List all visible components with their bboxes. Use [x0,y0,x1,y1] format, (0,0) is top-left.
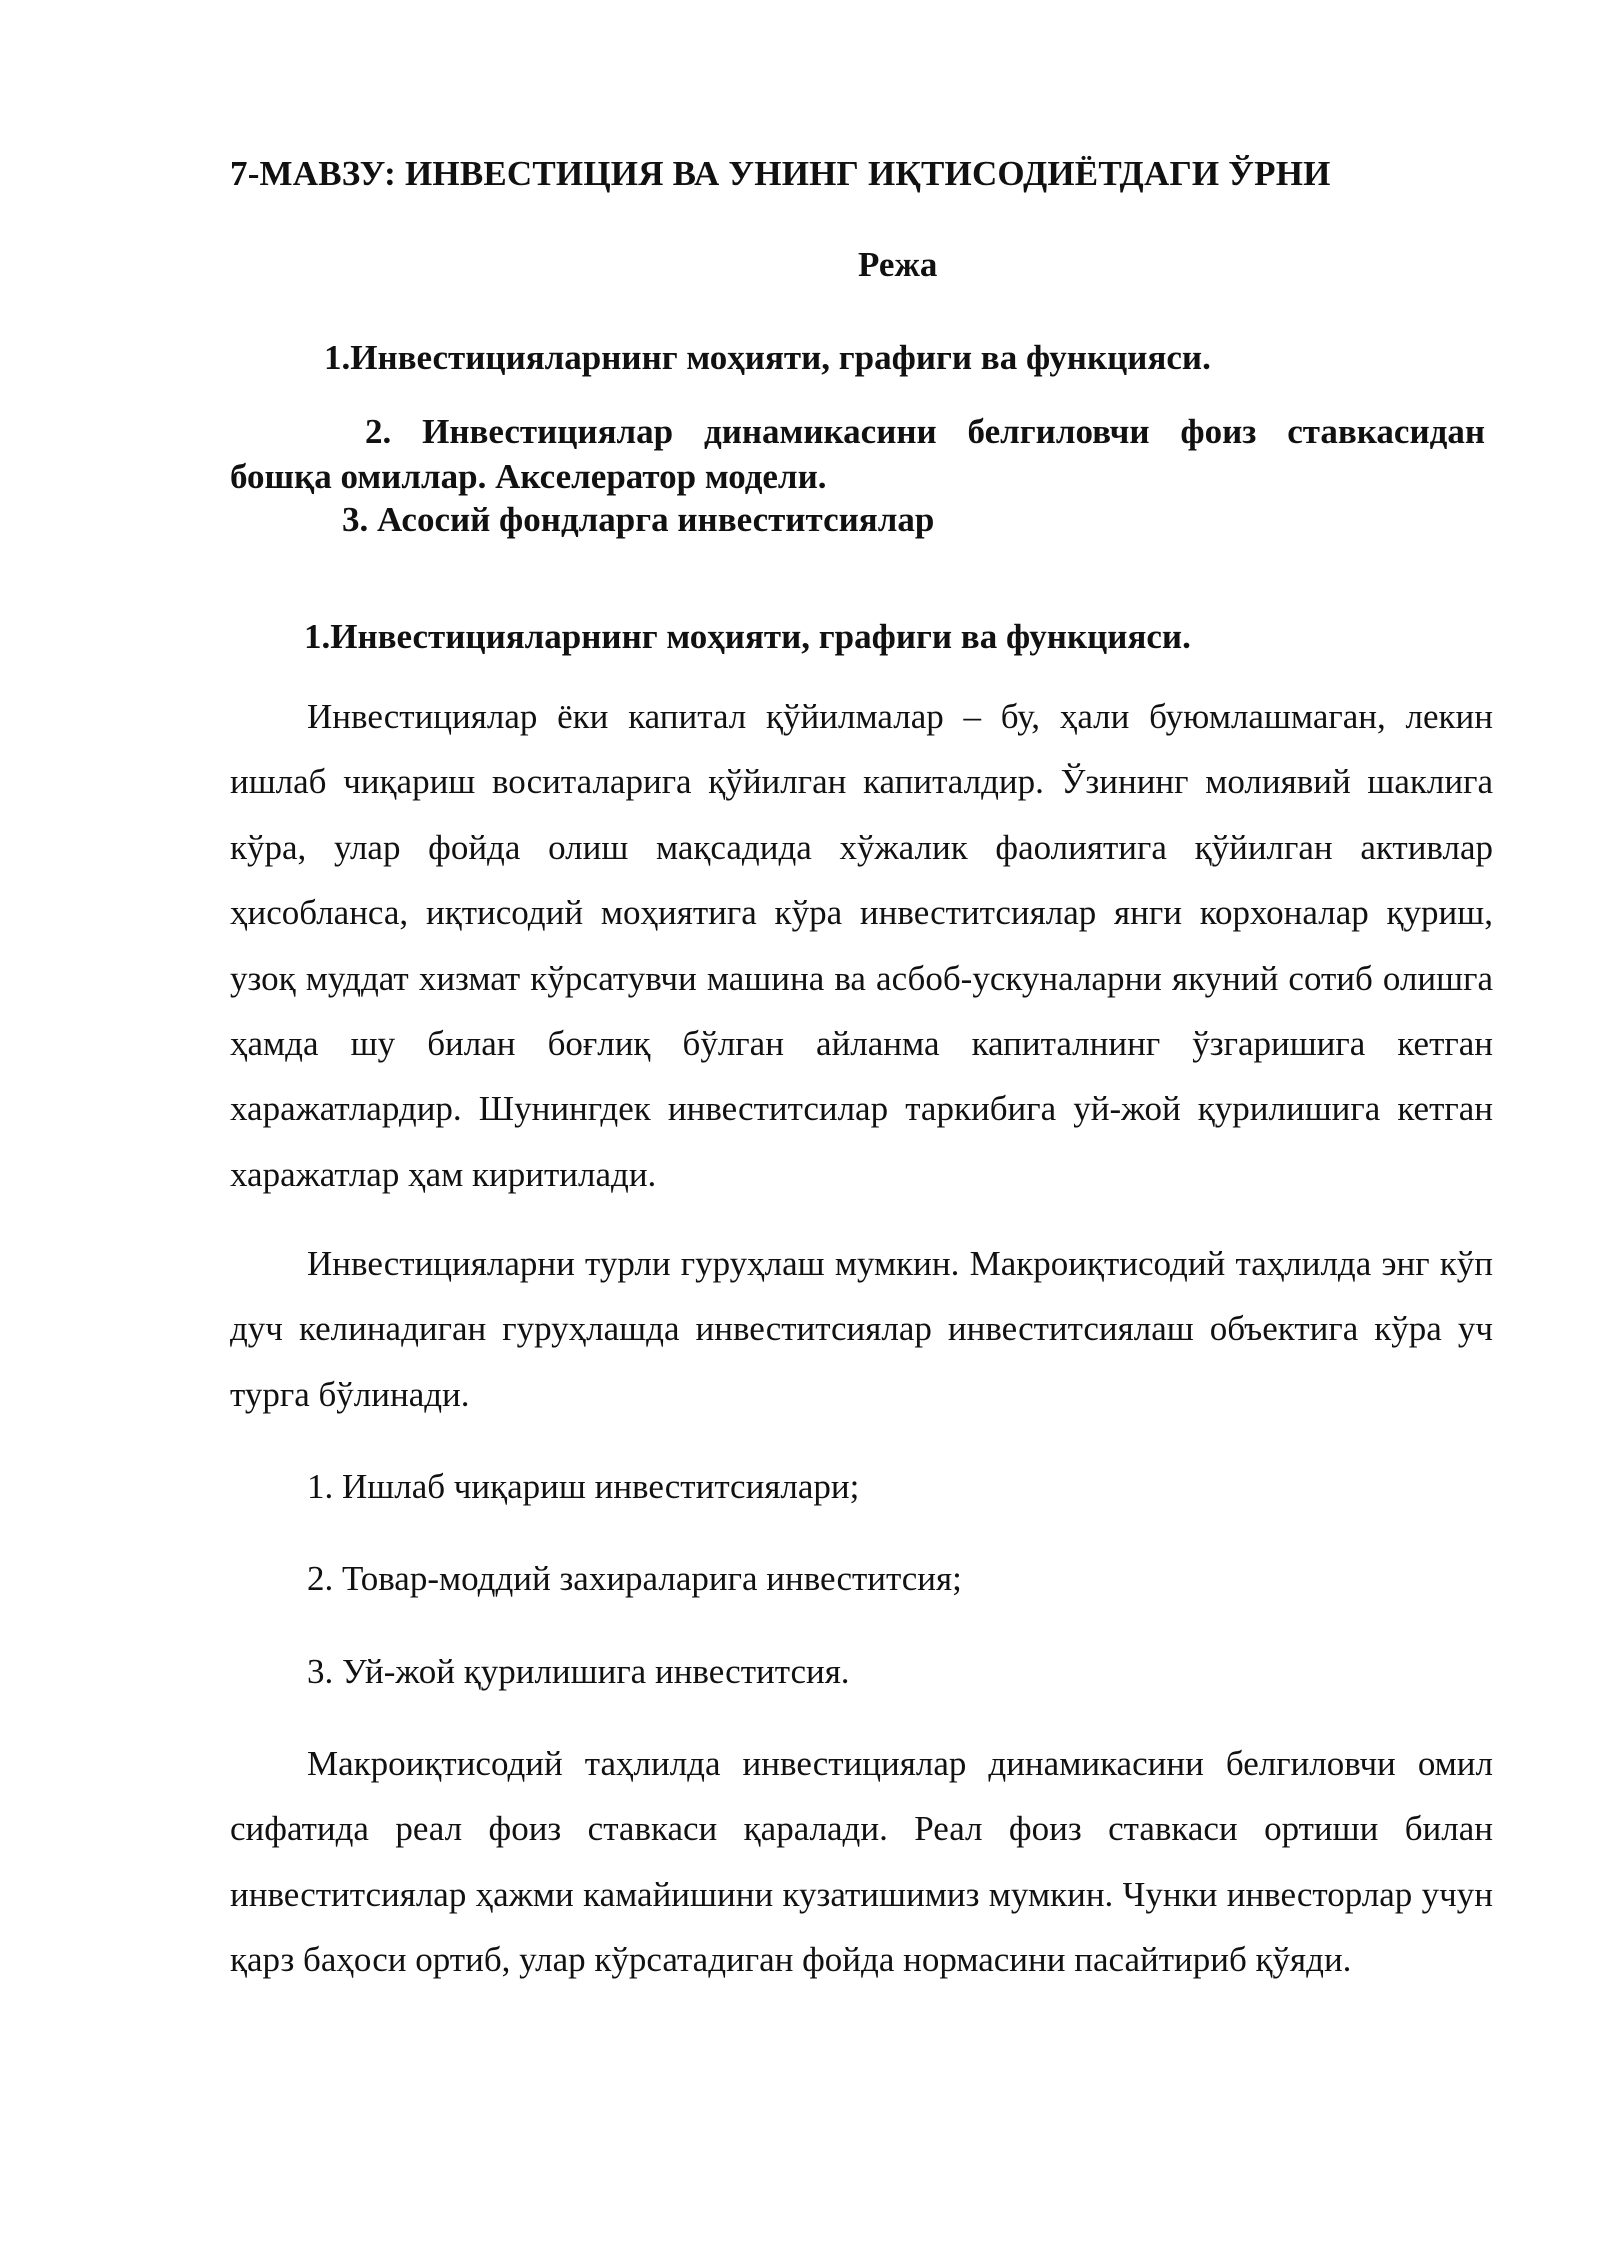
plan-item-2-line-1: 2. Инвестициялар динамикасини белгиловчи фоиз ставкасидан [365,412,1485,451]
paragraph-investment-definition: Инвестициялар ёки капитал қўйилмалар – бу, ҳали буюмлашмаган, лекин ишлаб чиқариш воситаларига қўйилган капиталдир. Ўзининг молиявий шаклига кўра, улар фойда олиш мақсадида хўжалик фаолиятига қўйилган активлар ҳисобланса, иқтисодий моҳиятига кўра инвеститсиялар янги корхоналар қуриш, узоқ муддат хизмат кўрсатувчи машина ва асбоб-ускуналарни якуний сотиб олишга ҳамда шу билан боғлиқ бўлган айланма капиталнинг ўзгаришига кетган харажатлардир. Шунингдек инвеститсилар таркибига уй-жой қурилишига кетган харажатлар ҳам киритилади. [230,697,1493,1194]
list-item: 2. Товар-моддий захираларига инвеститсия; [307,1559,962,1598]
plan-item-1: 1.Инвестицияларнинг моҳияти, графиги ва функцияси. [324,338,1211,377]
plan-heading: Режа [858,245,938,284]
paragraph-investment-grouping: Инвестицияларни турли гуруҳлаш мумкин. Макроиқтисодий таҳлилда энг кўп дуч келинадиган гуруҳлашда инвеститсиялар инвеститсиялаш объектига кўра уч турга бўлинади. [230,1244,1493,1414]
list-item: 3. Уй-жой қурилишига инвеститсия. [307,1652,850,1691]
section-heading: 1.Инвестицияларнинг моҳияти, графиги ва функцияси. [304,617,1191,656]
list-item: 1. Ишлаб чиқариш инвеститсиялари; [307,1467,860,1506]
document-title: 7-МАВЗУ: ИНВЕСТИЦИЯ ВА УНИНГ ИҚТИСОДИЁТДАГИ ЎРНИ [230,154,1331,193]
paragraph-interest-rate: Макроиқтисодий таҳлилда инвестициялар динамикасини белгиловчи омил сифатида реал фоиз ставкаси қаралади. Реал фоиз ставкаси ортиши билан инвеститсиялар ҳажми камайишини кузатишимиз мумкин. Чунки инвесторлар учун қарз баҳоси ортиб, улар кўрсатадиган фойда нормасини пасайтириб қўяди. [230,1744,1493,1980]
plan-item-2-line-2: бошқа омиллар. Акселератор модели. [230,457,827,496]
plan-item-3: 3. Асосий фондларга инвеститсиялар [342,500,935,539]
